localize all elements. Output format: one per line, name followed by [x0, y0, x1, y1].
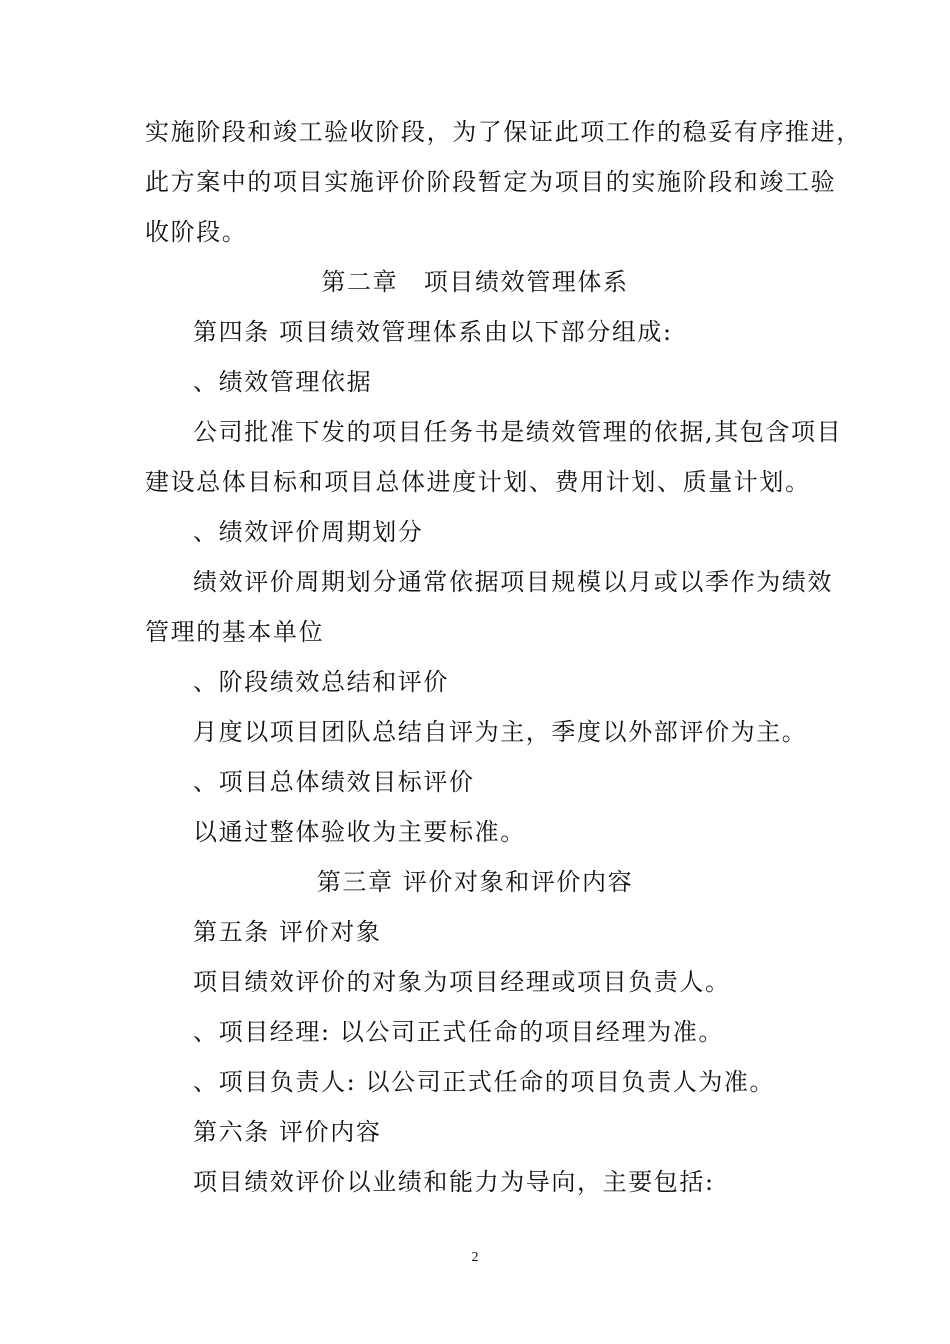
- body-text-line: 实施阶段和竣工验收阶段，为了保证此项工作的稳妥有序推进，: [145, 118, 862, 146]
- list-item-heading: 、阶段绩效总结和评价: [193, 668, 449, 696]
- body-text-line: 管理的基本单位: [145, 618, 325, 646]
- list-item-heading: 、绩效评价周期划分: [193, 518, 424, 546]
- chapter-heading: 第二章 项目绩效管理体系: [321, 268, 629, 296]
- list-item: 、项目经理: 以公司正式任命的项目经理为准。: [193, 1018, 724, 1046]
- list-item-heading: 、项目总体绩效目标评价: [193, 768, 475, 796]
- list-item: 、项目负责人: 以公司正式任命的项目负责人为准。: [193, 1068, 776, 1096]
- body-text-line: 以通过整体验收为主要标准。: [193, 818, 526, 846]
- body-text-line: 公司批准下发的项目任务书是绩效管理的依据,其包含项目: [193, 418, 843, 446]
- body-text-line: 项目绩效评价的对象为项目经理或项目负责人。: [193, 968, 731, 996]
- chapter-heading: 第三章 评价对象和评价内容: [316, 868, 634, 896]
- page-number: 2: [471, 1250, 479, 1265]
- article-heading: 第六条 评价内容: [193, 1118, 382, 1146]
- body-text-line: 月度以项目团队总结自评为主，季度以外部评价为主。: [193, 718, 808, 746]
- article-heading: 第五条 评价对象: [193, 918, 382, 946]
- body-text-line: 收阶段。: [145, 218, 248, 246]
- body-text-line: 绩效评价周期划分通常依据项目规模以月或以季作为绩效: [193, 568, 833, 596]
- body-text-line: 建设总体目标和项目总体进度计划、费用计划、质量计划。: [145, 468, 811, 496]
- body-text-line: 项目绩效评价以业绩和能力为导向，主要包括:: [193, 1168, 715, 1196]
- list-item-heading: 、绩效管理依据: [193, 368, 373, 396]
- body-text-line: 此方案中的项目实施评价阶段暂定为项目的实施阶段和竣工验: [145, 168, 837, 196]
- article-heading: 第四条 项目绩效管理体系由以下部分组成:: [193, 318, 673, 346]
